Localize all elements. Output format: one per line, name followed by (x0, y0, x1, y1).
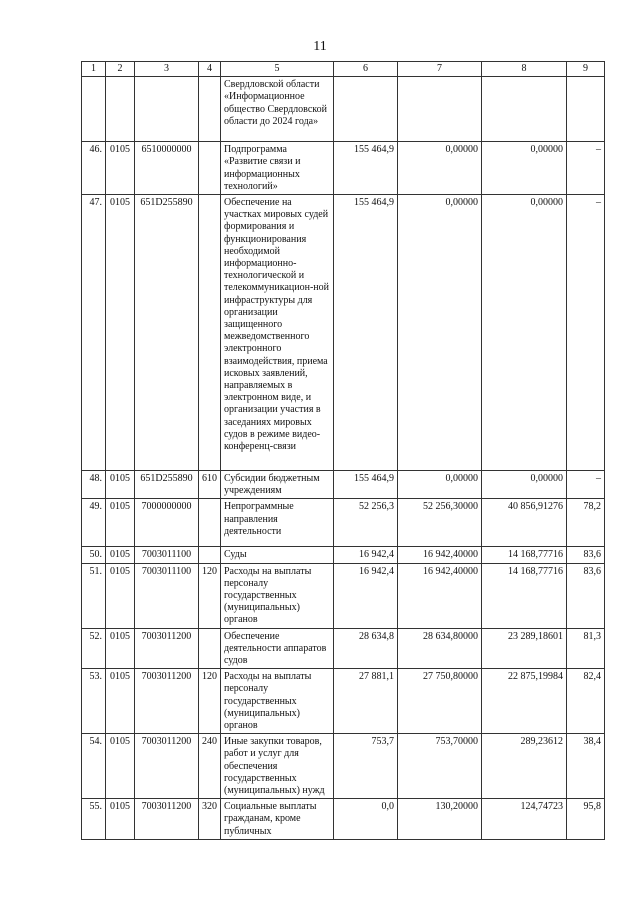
amended-amount-cell: 27 750,80000 (398, 669, 482, 734)
table-row (82, 77, 605, 142)
item-name-cell: Свердловской области «Информационное общество Свердловской области до 2024 года» (221, 77, 334, 142)
amended-amount-cell: 0,00000 (398, 471, 482, 499)
row-number-cell: 51. (82, 563, 106, 628)
executed-amount-cell: 0,00000 (482, 142, 567, 195)
header-cell: 9 (567, 62, 605, 77)
expense-kind-cell (199, 499, 221, 547)
section-code-cell: 0105 (106, 734, 135, 799)
expense-kind-cell: 610 (199, 471, 221, 499)
percent-cell: 38,4 (567, 734, 605, 799)
plan-amount-cell: 753,7 (334, 734, 398, 799)
target-code-cell: 7003011200 (135, 669, 199, 734)
table-row (82, 142, 605, 195)
row-number-cell: 46. (82, 142, 106, 195)
item-name-cell: Субсидии бюджетным учреждениям (221, 471, 334, 499)
header-cell: 4 (199, 62, 221, 77)
table-row (82, 499, 605, 547)
expense-kind-cell (199, 77, 221, 142)
section-code-cell: 0105 (106, 471, 135, 499)
section-code-cell: 0105 (106, 669, 135, 734)
header-cell: 1 (82, 62, 106, 77)
executed-amount-cell: 0,00000 (482, 471, 567, 499)
table-row (82, 471, 605, 499)
header-cell: 3 (135, 62, 199, 77)
table-row (82, 563, 605, 628)
expense-kind-cell (199, 628, 221, 669)
percent-cell: – (567, 195, 605, 471)
expense-kind-cell: 120 (199, 563, 221, 628)
expense-kind-cell (199, 142, 221, 195)
plan-amount-cell: 28 634,8 (334, 628, 398, 669)
amended-amount-cell: 130,20000 (398, 799, 482, 840)
table-row (82, 195, 605, 471)
plan-amount-cell: 155 464,9 (334, 142, 398, 195)
plan-amount-cell (334, 77, 398, 142)
item-name-cell: Непрограммные направления деятельности (221, 499, 334, 547)
target-code-cell: 7003011100 (135, 563, 199, 628)
header-cell: 8 (482, 62, 567, 77)
page-number: 11 (313, 39, 327, 54)
item-name-cell: Подпрограмма «Развитие связи и информационных технологий» (221, 142, 334, 195)
plan-amount-cell: 52 256,3 (334, 499, 398, 547)
row-number-cell: 55. (82, 799, 106, 840)
expense-kind-cell: 240 (199, 734, 221, 799)
executed-amount-cell: 289,23612 (482, 734, 567, 799)
percent-cell (567, 77, 605, 142)
row-number-cell: 50. (82, 547, 106, 563)
item-name-cell: Расходы на выплаты персоналу государственных (муниципальных) органов (221, 669, 334, 734)
plan-amount-cell: 0,0 (334, 799, 398, 840)
plan-amount-cell: 155 464,9 (334, 471, 398, 499)
expense-kind-cell: 320 (199, 799, 221, 840)
target-code-cell: 651D255890 (135, 195, 199, 471)
table-row (82, 734, 605, 799)
percent-cell: – (567, 142, 605, 195)
item-name-cell: Обеспечение на участках мировых судей формирования и функционирования необходимой информационно-технологической и телекоммуникацион-ной инфраструктуры для организации защищенного межведомственного электронного взаимодействия, приема исковых заявлений, направляемых в электронном виде, и организации участия в заседаниях мировых судов в режиме видео-конференц-связи (221, 195, 334, 471)
executed-amount-cell: 40 856,91276 (482, 499, 567, 547)
percent-cell: – (567, 471, 605, 499)
table-row (82, 669, 605, 734)
header-cell: 6 (334, 62, 398, 77)
header-cell: 2 (106, 62, 135, 77)
executed-amount-cell: 22 875,19984 (482, 669, 567, 734)
percent-cell: 81,3 (567, 628, 605, 669)
executed-amount-cell: 14 168,77716 (482, 547, 567, 563)
budget-table (81, 61, 605, 840)
item-name-cell: Обеспечение деятельности аппаратов судов (221, 628, 334, 669)
amended-amount-cell: 753,70000 (398, 734, 482, 799)
plan-amount-cell: 27 881,1 (334, 669, 398, 734)
header-row (82, 62, 605, 77)
plan-amount-cell: 16 942,4 (334, 547, 398, 563)
table-row (82, 628, 605, 669)
target-code-cell: 7003011200 (135, 799, 199, 840)
amended-amount-cell: 0,00000 (398, 195, 482, 471)
item-name-cell: Суды (221, 547, 334, 563)
amended-amount-cell: 16 942,40000 (398, 547, 482, 563)
item-name-cell: Социальные выплаты гражданам, кроме публичных (221, 799, 334, 840)
section-code-cell: 0105 (106, 142, 135, 195)
header-cell: 5 (221, 62, 334, 77)
table-row (82, 547, 605, 563)
section-code-cell: 0105 (106, 499, 135, 547)
target-code-cell (135, 77, 199, 142)
plan-amount-cell: 16 942,4 (334, 563, 398, 628)
executed-amount-cell (482, 77, 567, 142)
section-code-cell: 0105 (106, 799, 135, 840)
target-code-cell: 7003011100 (135, 547, 199, 563)
header-cell: 7 (398, 62, 482, 77)
executed-amount-cell: 124,74723 (482, 799, 567, 840)
section-code-cell: 0105 (106, 195, 135, 471)
expense-kind-cell (199, 195, 221, 471)
target-code-cell: 7003011200 (135, 628, 199, 669)
section-code-cell (106, 77, 135, 142)
percent-cell: 78,2 (567, 499, 605, 547)
item-name-cell: Иные закупки товаров, работ и услуг для обеспечения государственных (муниципальных) нужд (221, 734, 334, 799)
executed-amount-cell: 14 168,77716 (482, 563, 567, 628)
section-code-cell: 0105 (106, 563, 135, 628)
row-number-cell: 47. (82, 195, 106, 471)
target-code-cell: 7000000000 (135, 499, 199, 547)
table-row (82, 799, 605, 840)
amended-amount-cell: 28 634,80000 (398, 628, 482, 669)
amended-amount-cell (398, 77, 482, 142)
row-number-cell: 53. (82, 669, 106, 734)
item-name-cell: Расходы на выплаты персоналу государственных (муниципальных) органов (221, 563, 334, 628)
percent-cell: 83,6 (567, 563, 605, 628)
percent-cell: 95,8 (567, 799, 605, 840)
row-number-cell: 49. (82, 499, 106, 547)
target-code-cell: 651D255890 (135, 471, 199, 499)
amended-amount-cell: 16 942,40000 (398, 563, 482, 628)
section-code-cell: 0105 (106, 547, 135, 563)
plan-amount-cell: 155 464,9 (334, 195, 398, 471)
target-code-cell: 7003011200 (135, 734, 199, 799)
row-number-cell: 48. (82, 471, 106, 499)
target-code-cell: 6510000000 (135, 142, 199, 195)
executed-amount-cell: 23 289,18601 (482, 628, 567, 669)
amended-amount-cell: 0,00000 (398, 142, 482, 195)
row-number-cell: 52. (82, 628, 106, 669)
percent-cell: 82,4 (567, 669, 605, 734)
section-code-cell: 0105 (106, 628, 135, 669)
executed-amount-cell: 0,00000 (482, 195, 567, 471)
expense-kind-cell: 120 (199, 669, 221, 734)
percent-cell: 83,6 (567, 547, 605, 563)
expense-kind-cell (199, 547, 221, 563)
amended-amount-cell: 52 256,30000 (398, 499, 482, 547)
row-number-cell (82, 77, 106, 142)
row-number-cell: 54. (82, 734, 106, 799)
